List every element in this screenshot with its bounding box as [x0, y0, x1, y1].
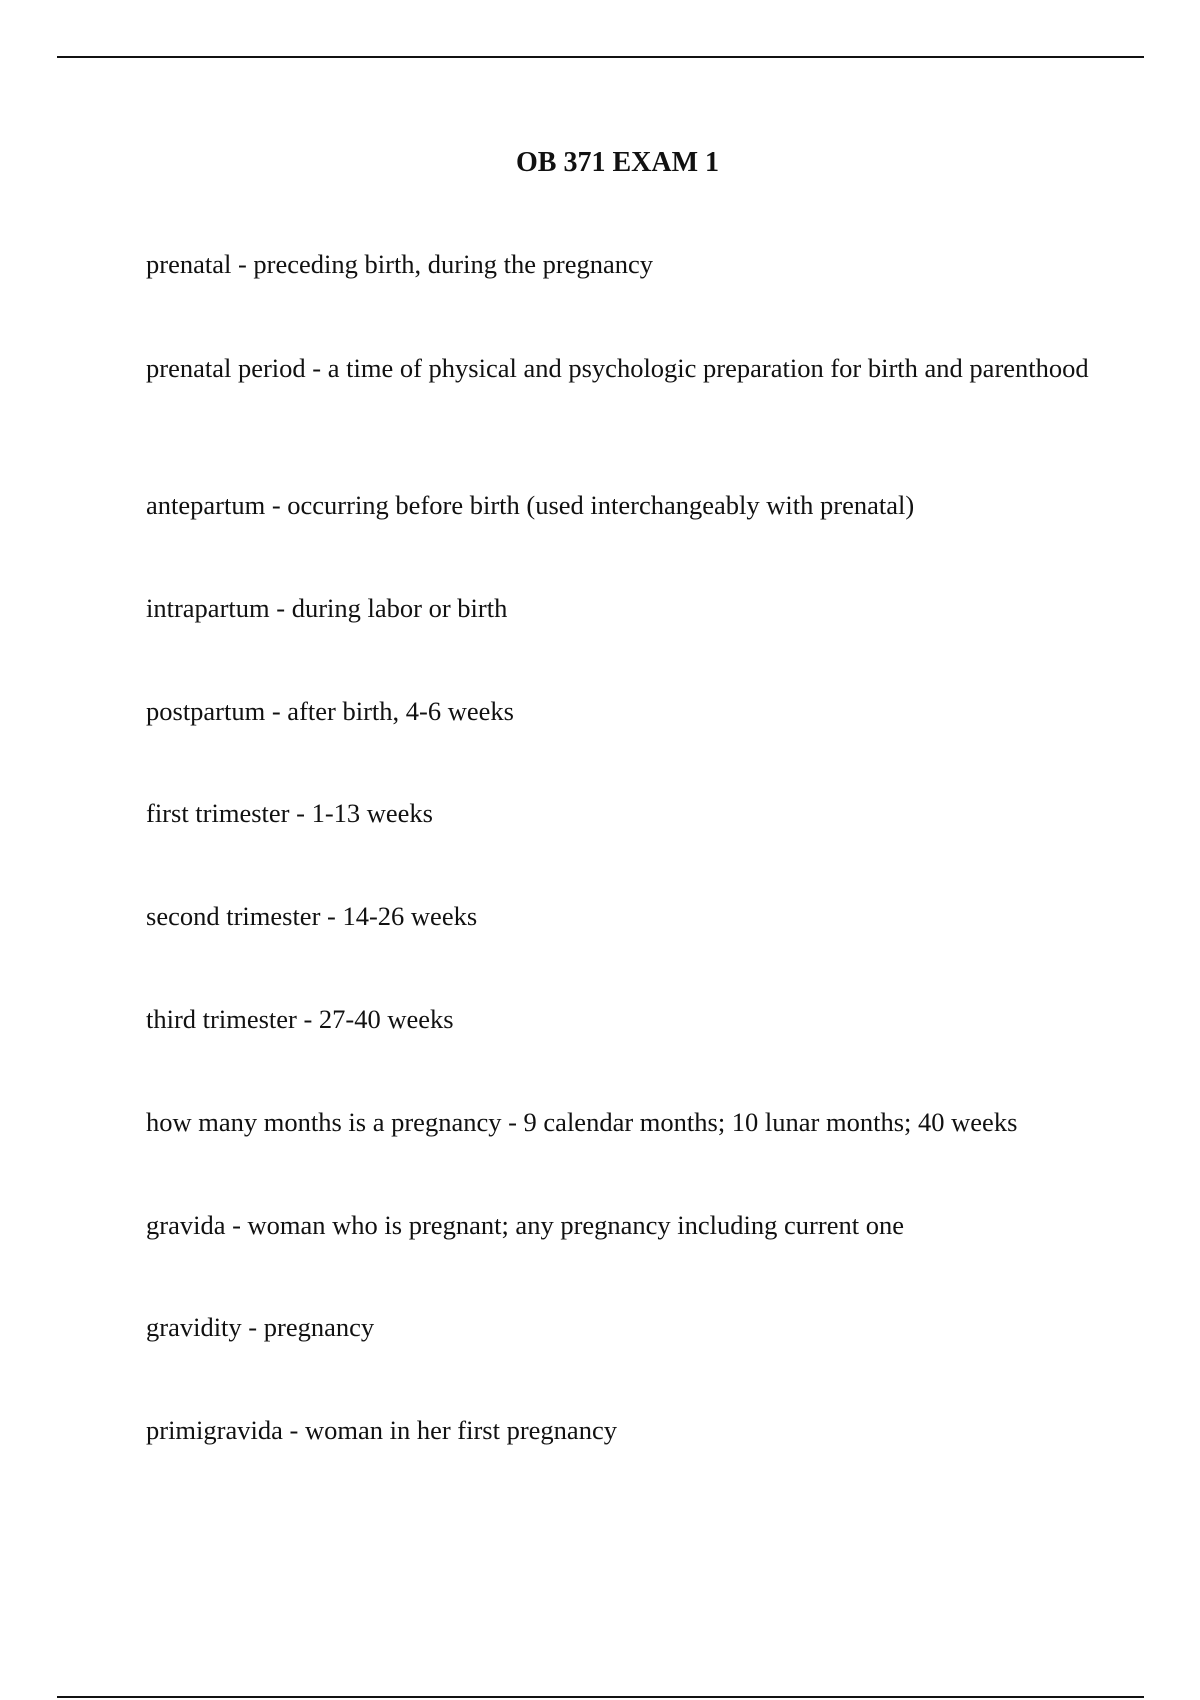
- page-title: OB 371 EXAM 1: [516, 147, 719, 178]
- term-entry-third-trimester: third trimester - 27-40 weeks: [146, 1004, 454, 1034]
- term-entry-postpartum: postpartum - after birth, 4-6 weeks: [146, 696, 514, 726]
- term-entry-gravidity: gravidity - pregnancy: [146, 1312, 375, 1342]
- bottom-divider: [57, 1696, 1144, 1698]
- term-entry-first-trimester: first trimester - 1-13 weeks: [146, 798, 433, 828]
- term-entry-pregnancy-months: how many months is a pregnancy - 9 calendar months; 10 lunar months; 40 weeks: [146, 1107, 1018, 1137]
- term-entry-gravida: gravida - woman who is pregnant; any pregnancy including current one: [146, 1210, 904, 1240]
- term-entry-primigravida: primigravida - woman in her first pregnancy: [146, 1415, 617, 1445]
- term-entry-intrapartum: intrapartum - during labor or birth: [146, 593, 508, 623]
- term-entry-prenatal: prenatal - preceding birth, during the pregnancy: [146, 249, 653, 279]
- term-entry-antepartum: antepartum - occurring before birth (used interchangeably with prenatal): [146, 490, 915, 520]
- term-entry-second-trimester: second trimester - 14-26 weeks: [146, 901, 478, 931]
- top-divider: [57, 56, 1144, 58]
- term-entry-prenatal-period: prenatal period - a time of physical and psychologic preparation for birth and parenthood: [146, 353, 1089, 383]
